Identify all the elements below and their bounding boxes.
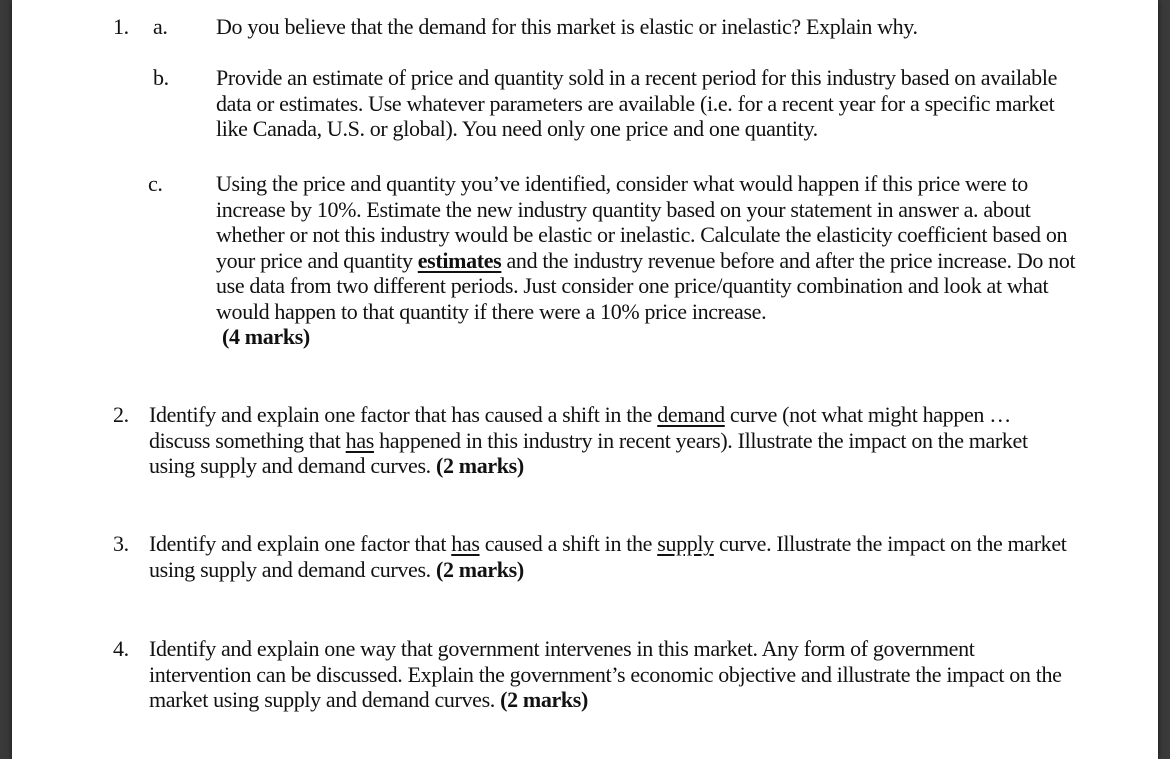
question-2-text-part: Identify and explain one factor that has caused a shift in the — [149, 402, 658, 427]
question-1c-text-start: Using the price and quantity you’ve identified, consider what would happen if this price were to increase by 10%. Estimate the new industry quantity based on your statement in answer a. about whether or not this industry would be elastic or inelastic. Calculate the elasticity coefficient based on your price and quantity — [216, 171, 1068, 273]
question-1b-text: Provide an estimate of price and quantity sold in a recent period for this industry based on available data or estimates. Use whatever parameters are available (i.e. for a recent year for a specific market like Canada, U.S. or global). You need only one price and one quantity. — [216, 65, 1057, 141]
question-2-underline-has: has — [345, 427, 374, 453]
question-3-number: 3. — [113, 531, 129, 556]
question-4-text — [149, 636, 1074, 713]
question-2-text-part: curve (not what might happen … discuss something that — [149, 402, 1011, 453]
question-1a-letter: a. — [153, 14, 168, 39]
question-3-text-part: curve. Illustrate the impact on the market using supply and demand curves. — [149, 531, 1067, 582]
question-3-text-part: Identify and explain one factor that — [149, 531, 452, 556]
question-3-underline-has: has — [451, 531, 480, 556]
question-3-text — [149, 531, 1074, 582]
document-page — [12, 0, 1158, 759]
question-2-text — [149, 402, 1074, 479]
question-3-marks: (2 marks) — [435, 556, 524, 582]
question-3-underline-supply: supply — [657, 531, 714, 556]
question-1a-text: Do you believe that the demand for this market is elastic or inelastic? Explain why. — [216, 14, 918, 39]
question-2-marks: (2 marks) — [435, 453, 524, 478]
question-1c-letter: c. — [148, 171, 163, 196]
question-1c-marks: (4 marks) — [222, 324, 310, 349]
question-1c-emphasis: estimates — [417, 247, 502, 273]
question-1-number: 1. — [113, 14, 129, 39]
question-2-number: 2. — [113, 402, 129, 427]
question-4-text-part: Identify and explain one way that government intervenes in this market. Any form of government intervention can be discussed. Explain the government’s economic objective and illustrate the impact on the market using supply and demand curves. — [149, 636, 1062, 712]
question-4-number: 4. — [113, 636, 129, 661]
question-2-underline-demand: demand — [657, 402, 725, 427]
question-1c-text-end: and the industry revenue before and after the price increase. Do not use data from two different periods. Just consider one price/quantity combination and look at what would happen to that quantity if there were a 10% price increase. — [216, 247, 1076, 324]
question-2-text-part: happened in this industry in recent years). Illustrate the impact on the market using supply and demand curves. — [149, 427, 1028, 478]
question-1b-letter: b. — [153, 65, 169, 90]
question-1c-text — [216, 171, 1088, 350]
question-3-text-part: caused a shift in the — [479, 531, 658, 556]
question-4-marks: (2 marks) — [500, 687, 588, 712]
